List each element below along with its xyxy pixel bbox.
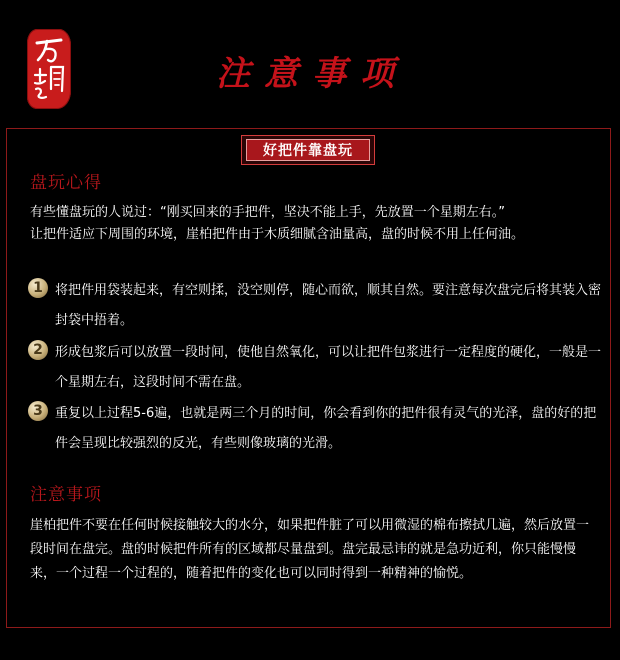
intro-line-2: 让把件适应下周围的环境，崖柏把件由于木质细腻含油量高，盘的时候不用上任何油。 xyxy=(30,227,525,242)
section-badge xyxy=(241,135,375,165)
page-title: 注意事项 xyxy=(216,54,408,94)
step-text: 形成包浆后可以放置一段时间，使他自然氧化，可以让把件包浆进行一定程度的硬化，一般是一个星期左右，这段时间不需在盘。 xyxy=(55,345,602,390)
notes-paragraph: 崖柏把件不要在任何时候接触较大的水分，如果把件脏了可以用微湿的棉布擦拭几遍，然后放置一段时间在盘完。盘的时候把件所有的区域都尽量盘到。盘完最忌讳的就是急功近利，你只能慢慢来，一个过程一个过程的，随着把件的变化也可以同时得到一种精神的愉悦。 xyxy=(30,518,590,581)
intro-paragraph xyxy=(30,202,590,246)
section-badge-label: 好把件靠盘玩 xyxy=(246,139,370,161)
section-heading-notes: 注意事项 xyxy=(30,485,102,505)
step-number-badge: 1 xyxy=(28,278,48,298)
step-number-badge: 3 xyxy=(28,401,48,421)
step-number-badge: 2 xyxy=(28,340,48,360)
step-text: 重复以上过程5-6遍，也就是两三个月的时间，你会看到你的把件很有灵气的光泽，盘的好的把件会呈现比较强烈的反光，有些则像玻璃的光滑。 xyxy=(55,406,597,451)
step-text: 将把件用袋装起来，有空则揉，没空则停，随心而欲，顺其自然。要注意每次盘完后将其装入密封袋中捂着。 xyxy=(55,283,602,328)
intro-line-1: 有些懂盘玩的人说过：“刚买回来的手把件，坚决不能上手，先放置一个星期左右。” xyxy=(30,205,505,220)
section-heading-tips: 盘玩心得 xyxy=(30,173,102,193)
